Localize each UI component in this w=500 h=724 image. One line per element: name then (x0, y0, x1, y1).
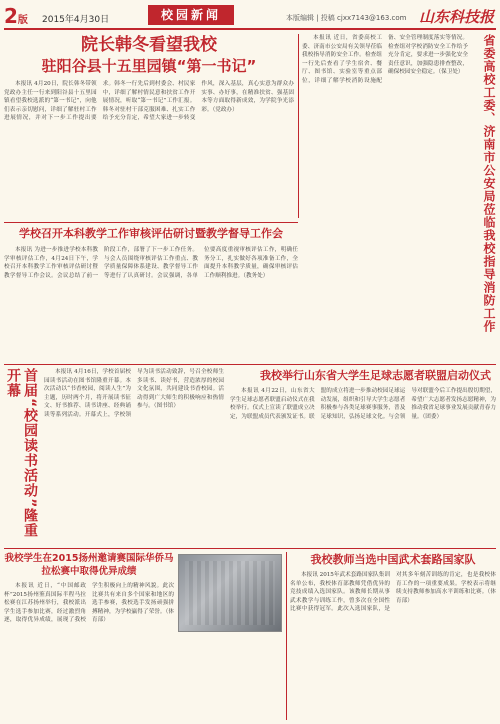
article-football-title: 我校举行山东省大学生足球志愿者联盟启动仪式 (260, 369, 491, 382)
article-teaching-title: 学校召开本科教学工作审核评估研讨暨教学督导工作会 (19, 227, 283, 240)
article-reading (4, 368, 224, 544)
article-traffic-title: 省委高校工委、济南市公安局莅临我校指导消防工作 (482, 34, 496, 333)
masthead (0, 0, 500, 30)
section-divider (4, 364, 496, 365)
article-main (4, 34, 294, 218)
news-photo-detail (185, 561, 275, 625)
article-yangzhou (4, 552, 174, 720)
section-tag: 校园新闻 (148, 5, 234, 25)
article-football (230, 368, 496, 544)
article-reading-title: 首届“校园读书活动”隆重开幕 (5, 368, 38, 539)
article-traffic-body: 本报讯 近日，省委高校工委、济南市公安局有关领导莅临我校指导消防安全工作。检查组一行先后查看了学生宿舍、餐厅、图书馆、实验室等重点部位，详细了解学校消防设施配备、安全管理制度落实等情况。检查组对学校消防安全工作给予充分肯定，要求进一步强化安全责任意识，加强隐患排查整改，确保校园安全稳定。（保卫处） (302, 35, 468, 84)
section-divider (4, 548, 496, 549)
paper-name: 山东科技报 (418, 8, 494, 26)
section-divider (4, 222, 298, 223)
issue-date: 2015年4月30日 (42, 15, 110, 25)
page-number: 2版 (4, 4, 28, 28)
article-robot (290, 552, 496, 720)
article-robot-body: 本报讯 2015年武术套路国家队集训名单公布，我校体育部教师凭借优异的竞技成绩入选国家队。该教师长期从事武术教学与训练工作，曾多次在全国性比赛中获得冠军。此次入选国家队，是对其多年刻苦训练的肯定，也是我校体育工作的一项重要成果。学校表示将继续支持教师参加高水平训练和比赛。（体育部） (290, 572, 496, 613)
article-main-title-1: 院长韩冬看望我校 (81, 35, 217, 55)
column-divider (286, 552, 287, 720)
article-main-body: 本报讯 4月20日，院长韩冬带领党政办主任一行来到阳谷县十五里园镇看望我校选派的“第一书记”，向他们表示亲切慰问，详细了解驻村工作进展情况，并对下一步工作提出要求。韩冬一行先后到村委会、村民家中，详细了解村情民意和扶贫工作开展情况，听取“第一书记”工作汇报。韩冬对驻村干部克服困难、扎实工作给予充分肯定，希望大家进一步转变作风，深入基层，真心实意为群众办实事、办好事，在精准扶贫、强基固本等方面取得新成效，为学院争光添彩。（党政办） (4, 81, 294, 122)
article-robot-title: 我校教师当选中国武术套路国家队 (310, 553, 476, 566)
article-football-body: 本报讯 4月22日，山东省大学生足球志愿者联盟启动仪式在我校举行。仪式上宣读了联盟成立决定，为联盟成员代表颁发证书。联盟的成立将进一步推动校园足球运动发展，组织和引导大学生志愿者积极参与各类足球赛事服务，普及足球知识，弘扬足球文化。与会领导对联盟今后工作提出殷切期望，希望广大志愿者发扬志愿精神，为推动我省足球事业发展贡献青春力量。（团委） (230, 388, 496, 420)
article-traffic (302, 34, 496, 360)
column-divider (298, 34, 299, 218)
news-photo (178, 554, 282, 632)
article-yangzhou-title: 我校学生在2015扬州邀请赛国际华侨马拉松赛中取得优异成绩 (4, 553, 174, 577)
article-main-title-2: 驻阳谷县十五里园镇“第一书记” (41, 57, 257, 75)
masthead-rule (4, 28, 496, 30)
article-reading-body: 本报讯 4月16日，学校首届校园读书活动在图书馆隆重开幕。本次活动以“书香校园，阅读人生”为主题，历时两个月，将开展读书征文、好书推荐、读书讲座、经典诵读等系列活动。开幕式上，学校领导为读书活动致辞，号召全校师生多读书、读好书，营造浓厚的校园文化氛围，共同建设书香校园。活动得到广大师生的积极响应和热情参与。（图书馆） (44, 369, 224, 418)
article-yangzhou-body: 本报讯 近日，“中国邮政杯”2015扬州鉴真国际半程马拉松赛在江苏扬州举行，我校派出学生选手参加比赛，经过激烈角逐，取得优异成绩，展现了我校学生积极向上的精神风貌。此次比赛共有来自多个国家和地区的选手参赛，我校选手发扬顽强拼搏精神，为学校赢得了荣誉。（体育部） (4, 583, 174, 624)
article-teaching-body: 本报讯 为进一步推进学校本科教学审核评估工作，4月24日下午，学校召开本科教学工作审核评估研讨暨教学督导工作会议。会议总结了前一阶段工作，部署了下一步工作任务。与会人员围绕审核评估工作重点、教学质量保障体系建设、教学督导工作等进行了认真研讨。会议强调，各单位要高度重视审核评估工作，明确任务分工，扎实做好各项准备工作，全面提升本科教学质量，确保审核评估工作顺利推进。（教务处） (4, 247, 298, 279)
editor-line: 本版编辑 | 投稿 cjxx7143@163.com (286, 14, 407, 22)
page-number-suffix: 版 (17, 15, 28, 26)
article-teaching (4, 226, 298, 360)
